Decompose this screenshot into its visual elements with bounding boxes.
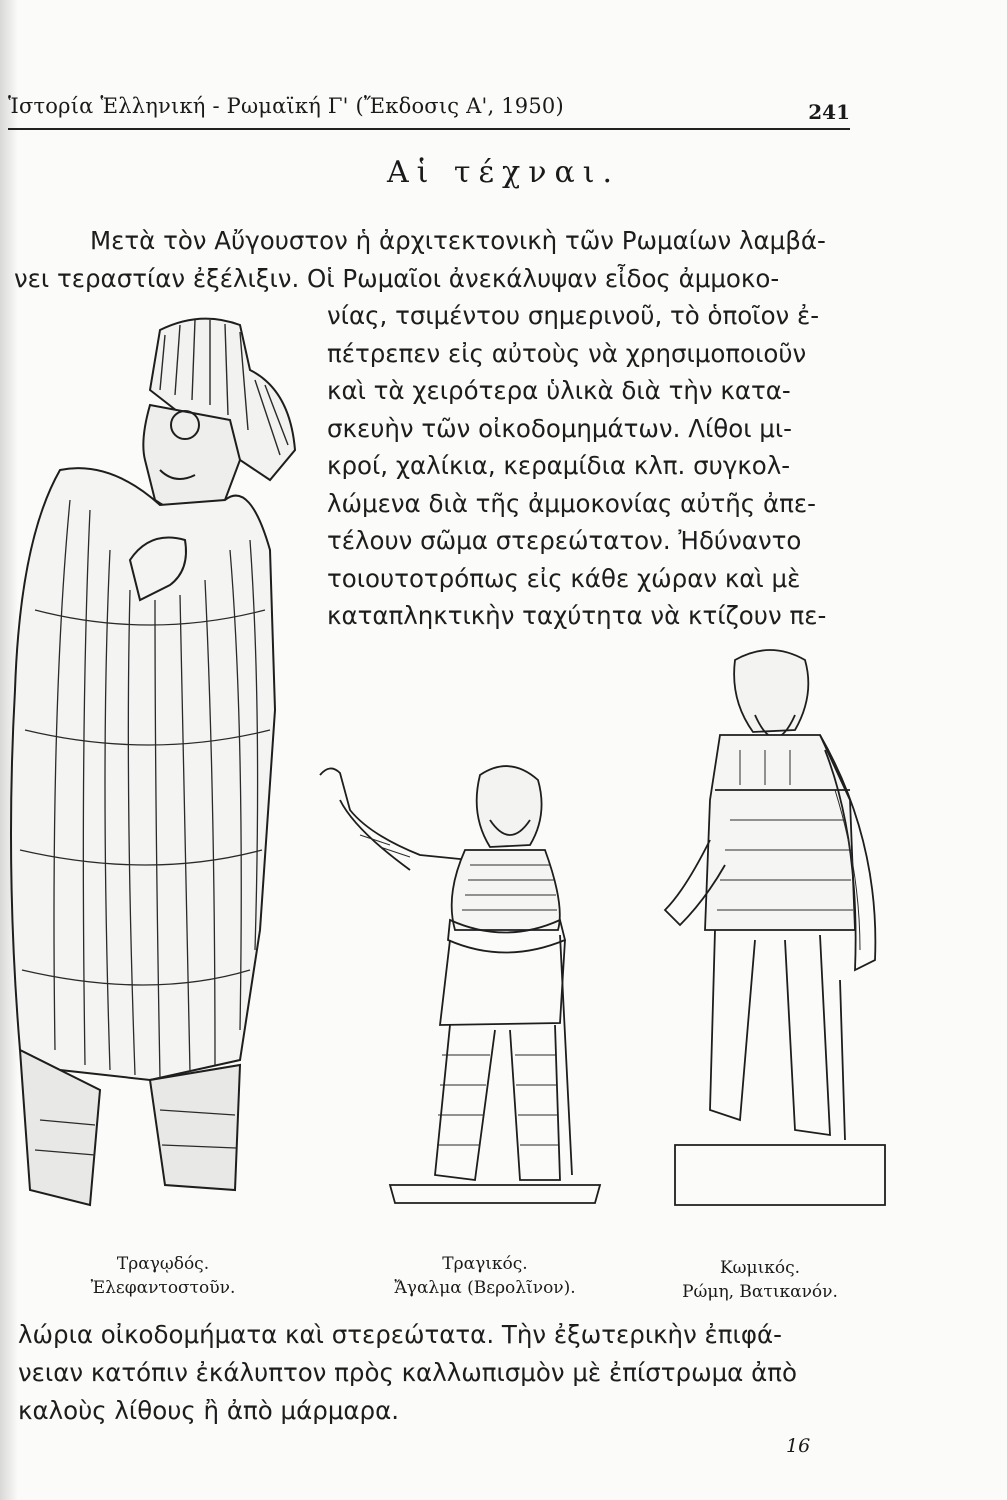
tragic-statue-illustration [310,755,610,1215]
footer-signature-number: 16 [786,1435,811,1457]
page-number: 241 [808,100,850,124]
text-line: καλοὺς λίθους ἢ ἀπὸ μάρμαρα. [18,1396,400,1425]
text-line: νειαν κατόπιν ἐκάλυπτον πρὸς καλλωπισμὸν μὲ ἐπίστρωμα ἀπὸ [18,1358,797,1387]
figure-caption-tragedian [58,1252,268,1300]
caption-subtitle: Ἐλεφαντοστοῦν. [90,1278,236,1298]
text-line: λώρια οἰκοδομήματα καὶ στερεώτατα. Τὴν ἐξωτερικὴν ἐπιφά- [18,1320,782,1349]
text-line: λώμενα διὰ τῆς ἀμμοκονίας αὐτῆς ἀπε- [327,488,816,518]
comic-statue-illustration [645,640,895,1240]
text-line: τοιουτοτρόπως εἰς κάθε χώραν καὶ μὲ [327,563,801,593]
caption-title: Τραγῳδός. [116,1254,210,1274]
section-title: Αἱ τέχναι. [386,155,621,190]
text-line: καταπληκτικὴν ταχύτητα νὰ κτίζουν πε- [327,601,827,630]
running-title: Ἱστορία Ἑλληνική - Ρωμαϊκή Γ' (Ἔκδοσις Α', 1950) [8,94,564,118]
text-line: κροί, χαλίκια, κεραμίδια κλπ. συγκολ- [327,451,791,480]
caption-title: Τραγικός. [442,1254,528,1274]
caption-title: Κωμικός. [719,1258,801,1278]
paragraph-2 [0,1316,797,1430]
text-line: πέτρεπεν εἰς αὐτοὺς νὰ χρησιμοποιοῦν [327,338,807,368]
caption-subtitle: Ἄγαλμα (Βερολῖνον). [394,1278,576,1298]
text-line: σκευὴν τῶν οἰκοδομημάτων. Λίθοι μι- [327,413,793,443]
text-line: νει τεραστίαν ἐξέλιξιν. Οἱ Ρωμαῖοι ἀνεκάλυψαν εἶδος ἀμμοκο- [14,263,780,293]
running-header [8,94,850,130]
text-line: νίας, τσιμέντου σημερινοῦ, τὸ ὁποῖον ἐ- [327,301,820,330]
text-line: Μετὰ τὸν Αὔγουστον ἡ ἀρχιτεκτονικὴ τῶν Ρωμαίων λαμβά- [90,226,826,255]
figure-caption-tragic [360,1252,610,1300]
figure-caption-comic [650,1256,870,1304]
text-line: καὶ τὰ χειρότερα ὑλικὰ διὰ τὴν κατα- [327,376,791,405]
text-line: τέλουν σῶμα στερεώτατον. Ἠδύναντο [327,526,802,555]
tragedian-figure-illustration [0,310,310,1210]
caption-subtitle: Ρώμη, Βατικανόν. [682,1282,838,1302]
